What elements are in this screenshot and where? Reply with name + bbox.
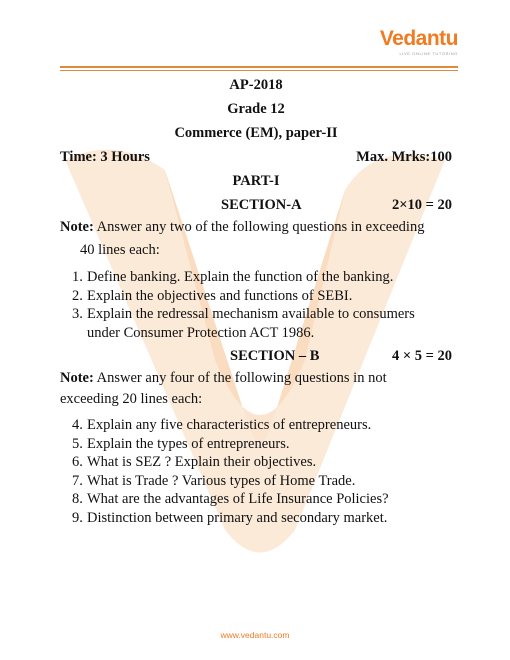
list-item: 8. What are the advantages of Life Insurance Policies? [72,491,389,507]
section-b-note [60,368,452,389]
list-item: 3. Explain the redressal mechanism available to consumers under Consumer Protection ACT 1986. [72,306,415,341]
section-a-questions [60,268,452,342]
max-marks: Max. Mrks:100 [356,149,452,165]
time-row [60,145,452,169]
vedantu-logo [380,28,458,56]
subject: Commerce (EM), paper-II [174,125,338,141]
section-b-note-cont: exceeding 20 lines each: [60,391,203,407]
list-item: 2. Explain the objectives and functions of SEBI. [72,287,353,304]
list-item: 1. Define banking. Explain the function of the banking. [72,269,394,285]
list-item: 6. What is SEZ ? Explain their objectives. [72,454,317,470]
list-item: 4. Explain any five characteristics of entrepreneurs. [72,417,372,433]
time: Time: 3 Hours [60,149,150,165]
section-b-marks: 4 × 5 = 20 [391,348,452,364]
section-a-note-cont: 40 lines each: [80,242,160,258]
note-label: Note: [60,370,94,386]
section-a-marks: 2×10 = 20 [391,197,452,213]
header-divider [60,66,458,68]
section-a-heading [60,193,452,217]
section-a-title: SECTION-A [221,197,302,213]
section-b-title: SECTION – B [230,348,320,364]
part-heading: PART-I [232,173,280,189]
list-item: 5. Explain the types of entrepreneurs. [72,435,290,452]
note-label: Note: [60,219,94,235]
section-b-heading [60,344,452,368]
exam-paper [60,73,452,527]
list-item: 9. Distinction between primary and secondary market. [72,509,388,526]
note-text: Answer any two of the following questions in exceeding [93,219,425,235]
logo-text: Vedantu [379,27,458,50]
footer-url[interactable]: www.vedantu.com [220,630,290,640]
section-a-note [60,217,452,240]
logo-tagline: LIVE ONLINE TUTORING [399,51,458,56]
note-text: Answer any four of the following questions in not [93,370,387,386]
header-divider-thin [60,70,458,71]
paper-code: AP-2018 [229,77,283,93]
grade: Grade 12 [227,101,285,117]
list-item: 7. What is Trade ? Various types of Home Trade. [72,472,356,489]
section-b-questions [60,416,452,527]
